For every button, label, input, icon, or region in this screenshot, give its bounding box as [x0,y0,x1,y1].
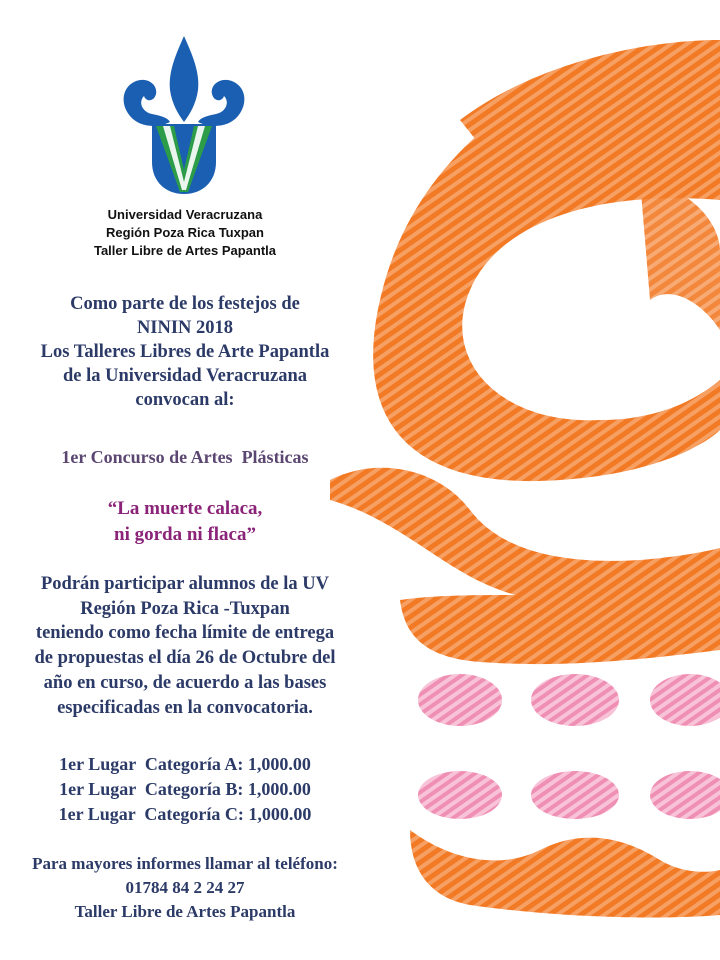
pink-tooth [418,674,502,726]
details-block [0,572,370,720]
intro-line: Como parte de los festejos de [70,294,300,314]
prize-item: 1er Lugar Categoría A: 1,000.00 [59,754,311,774]
intro-line: Los Talleres Libres de Arte Papantla [40,342,330,362]
intro-block [0,292,370,412]
intro-line: convocan al: [135,390,235,410]
intro-line: de la Universidad Veracruzana [62,366,308,386]
institution-region: Región Poza Rica Tuxpan [106,225,264,240]
details-line: de propuestas el día 26 de Octubre del [34,648,336,669]
motto-line: ni gorda ni flaca” [114,524,256,545]
pink-tooth [650,674,720,726]
details-line: teniendo como fecha límite de entrega [35,623,335,644]
eye-ring-right [640,180,720,330]
contact-prompt: Para mayores informes llamar al teléfono: [32,854,338,873]
contact-workshop: Taller Libre de Artes Papantla [74,902,296,921]
intro-line: NININ 2018 [136,318,234,338]
prizes-list [0,752,370,827]
details-line: Podrán participar alumnos de la UV [41,574,329,594]
prize-item: 1er Lugar Categoría B: 1,000.00 [59,779,311,799]
pink-tooth [531,771,619,819]
fleur-de-lis-uv-logo [118,32,250,198]
contact-block [0,852,370,924]
pink-tooth [650,771,720,819]
institution-name: Universidad Veracruzana [107,207,263,222]
details-line: especificadas en la convocatoria. [57,697,313,718]
pink-tooth [418,771,502,819]
bottom-band [410,830,720,918]
mid-band [400,590,720,664]
contact-phone: 01784 84 2 24 27 [125,878,245,897]
details-line: Región Poza Rica -Tuxpan [80,598,290,619]
pink-tooth [531,674,619,726]
contest-title: 1er Concurso de Artes Plásticas [61,447,309,467]
prize-item: 1er Lugar Categoría C: 1,000.00 [58,804,312,824]
contest-motto [0,496,370,548]
institution-block [0,206,370,260]
institution-workshop: Taller Libre de Artes Papantla [93,243,277,258]
cheek-arc [330,468,720,608]
motto-line: “La muerte calaca, [107,498,263,519]
details-line: año en curso, de acuerdo a las bases [43,672,327,693]
